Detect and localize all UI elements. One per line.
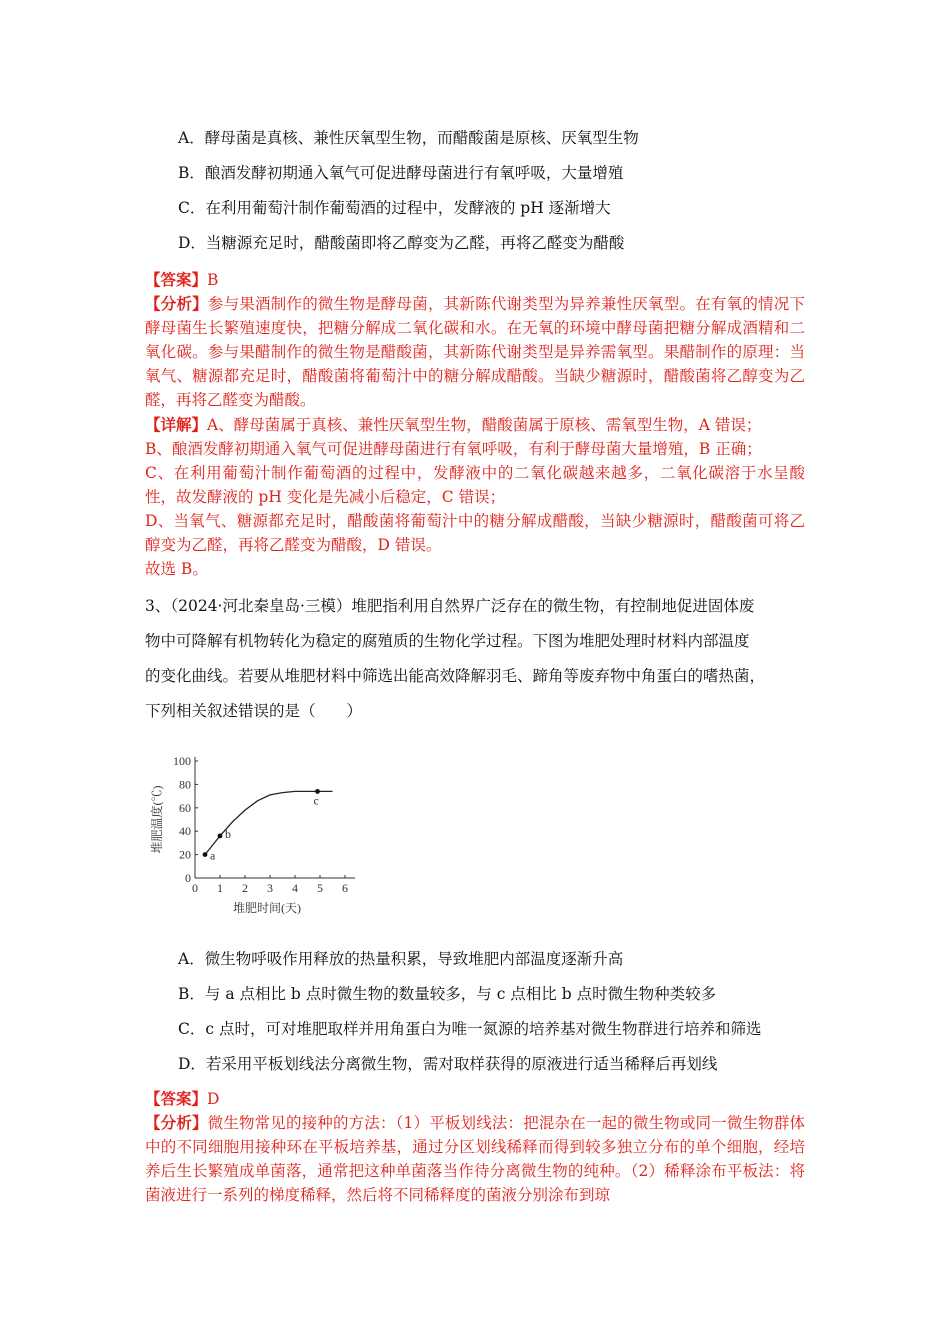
x-tick-label: 0 <box>192 881 198 895</box>
q3-stem-line-1: 3、（2024·河北秦皇岛·三模）堆肥指利用自然界广泛存在的微生物，有控制地促进固体废 <box>145 597 755 615</box>
q3-stem-line-4: 下列相关叙述错误的是（ ） <box>145 702 363 720</box>
q3-option-d: D．若采用平板划线法分离微生物，需对取样获得的原液进行适当稀释后再划线 <box>178 1055 718 1073</box>
y-tick-label: 80 <box>179 777 191 792</box>
answer-value: B <box>207 271 219 289</box>
analysis-tag: 【分析】 <box>145 294 208 313</box>
point-label-c: c <box>313 793 319 808</box>
x-tick-label: 5 <box>317 881 323 895</box>
detail-line-d: D、当氧气、糖源都充足时，醋酸菌将葡萄汁中的糖分解成醋酸，当缺少糖源时，醋酸菌可将乙醇变为乙醛，再将乙醛变为醋酸，D 错误。 <box>145 512 805 554</box>
y-tick-label: 20 <box>179 847 191 862</box>
y-tick-label: 100 <box>173 754 191 768</box>
q2-option-d: D．当糖源充足时，醋酸菌即将乙醇变为乙醛，再将乙醛变为醋酸 <box>178 234 625 252</box>
q3-stem-line-3: 的变化曲线。若要从堆肥材料中筛选出能高效降解羽毛、蹄角等废弃物中角蛋白的嗜热菌， <box>145 667 766 685</box>
x-tick-label: 3 <box>267 881 273 895</box>
compost-temperature-chart <box>140 745 370 925</box>
q2-detail <box>145 413 805 581</box>
y-axis-label: 堆肥温度(℃) <box>150 785 164 854</box>
conclusion: 故选 B。 <box>145 560 208 578</box>
q2-option-a: A．酵母菌是真核、兼性厌氧型生物，而醋酸菌是原核、厌氧型生物 <box>178 129 639 147</box>
y-tick-label: 0 <box>185 871 191 885</box>
q2-analysis <box>145 292 805 412</box>
q2-option-b: B．酿酒发酵初期通入氧气可促进酵母菌进行有氧呼吸，大量增殖 <box>178 164 624 182</box>
analysis-text: 微生物常见的接种的方法：（1）平板划线法：把混杂在一起的微生物或同一微生物群体中的不同细胞用接种环在平板培养基，通过分区划线稀释而得到较多独立分布的单个细胞，经培养后生长繁殖成单菌落，通常把这种单菌落当作待分离微生物的纯种。（2）稀释涂布平板法：将菌液进行一系列的梯度稀释，然后将不同稀释度的菌液分别涂布到琼 <box>145 1114 805 1204</box>
answer-tag: 【答案】 <box>145 270 208 289</box>
q2-answer <box>145 268 805 292</box>
q3-option-a: A．微生物呼吸作用释放的热量积累，导致堆肥内部温度逐渐升高 <box>178 950 624 968</box>
analysis-text: 参与果酒制作的微生物是酵母菌，其新陈代谢类型为异养兼性厌氧型。在有氧的情况下酵母菌生长繁殖速度快，把糖分解成二氧化碳和水。在无氧的环境中酵母菌把糖分解成酒精和二氧化碳。参与果醋制作的微生物是醋酸菌，其新陈代谢类型是异养需氧型。果醋制作的原理：当氧气、糖源都充足时，醋酸菌将葡萄汁中的糖分解成醋酸。当缺少糖源时，醋酸菌将乙醇变为乙醛，再将乙醛变为醋酸。 <box>145 295 805 409</box>
point-label-b: b <box>225 826 231 841</box>
y-tick-label: 60 <box>179 800 191 815</box>
answer-tag: 【答案】 <box>145 1089 208 1108</box>
x-tick-label: 2 <box>242 881 248 895</box>
detail-line-a: 【详解】A、酵母菌属于真核、兼性厌氧型生物，醋酸菌属于原核、需氧型生物，A 错误； <box>145 415 762 434</box>
q3-option-c: C．c 点时，可对堆肥取样并用角蛋白为唯一氮源的培养基对微生物群进行培养和筛选 <box>178 1020 762 1038</box>
detail-line-b: B、酿酒发酵初期通入氧气可促进酵母菌进行有氧呼吸，有利于酵母菌大量增殖，B 正确； <box>145 440 762 458</box>
x-tick-label: 1 <box>217 881 223 895</box>
analysis-tag: 【分析】 <box>145 1113 208 1132</box>
detail-line-c: C、在利用葡萄汁制作葡萄酒的过程中，发酵液中的二氧化碳越来越多，二氧化碳溶于水呈酸性，故发酵液的 pH 变化是先减小后稳定，C 错误； <box>145 464 805 506</box>
point-a <box>203 852 208 857</box>
point-b <box>218 833 223 838</box>
q3-answer <box>145 1087 805 1111</box>
x-axis-label: 堆肥时间(天) <box>233 901 301 915</box>
q3-option-b: B．与 a 点相比 b 点时微生物的数量较多，与 c 点相比 b 点时微生物种类较多 <box>178 985 717 1003</box>
q3-stem-line-2: 物中可降解有机物转化为稳定的腐殖质的生物化学过程。下图为堆肥处理时材料内部温度 <box>145 632 750 650</box>
answer-value: D <box>207 1090 220 1108</box>
y-tick-label: 40 <box>179 824 191 839</box>
x-tick-label: 4 <box>292 881 298 895</box>
q2-option-c: C．在利用葡萄汁制作葡萄酒的过程中，发酵液的 pH 逐渐增大 <box>178 199 611 217</box>
q3-analysis <box>145 1111 805 1207</box>
point-label-a: a <box>210 848 216 863</box>
x-tick-label: 6 <box>342 881 348 895</box>
detail-tag: 【详解】 <box>145 415 208 434</box>
